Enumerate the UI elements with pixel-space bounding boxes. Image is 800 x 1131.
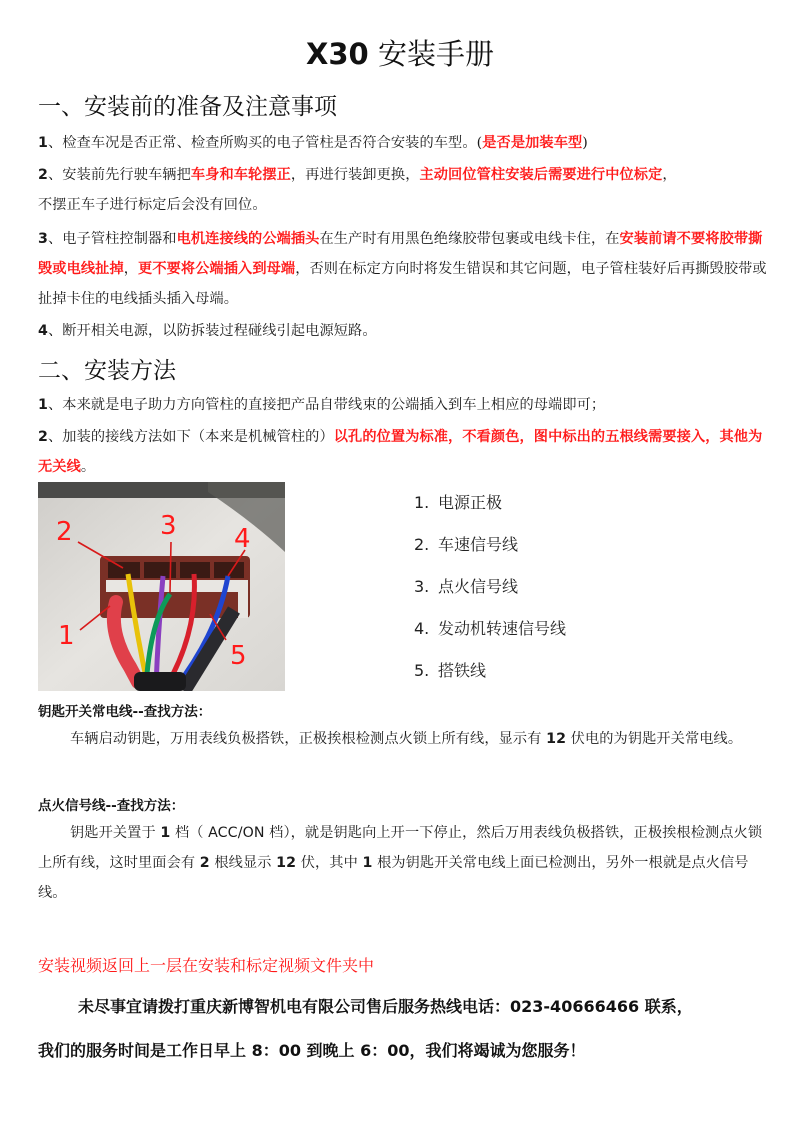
wire-legend <box>414 488 566 698</box>
s1-item-4: 4、断开相关电源，以防拆装过程碰线引起电源短路。 <box>38 323 377 339</box>
section2-heading: 二、安装方法 <box>38 358 176 384</box>
s2-item-2: 2、加装的接线方法如下（本来是机械管柱的）以孔的位置为标准，不看颜色，图中标出的五根线需要接入，其他为无关线。 <box>38 429 763 475</box>
legend-item: 5. 搭铁线 <box>414 661 487 680</box>
ignition-heading: 点火信号线--查找方法： <box>38 798 185 814</box>
callout-1: 1 <box>58 621 75 651</box>
video-note: 安装视频返回上一层在安装和标定视频文件夹中 <box>38 956 375 975</box>
callout-4: 4 <box>234 524 251 554</box>
connector-photo <box>38 482 285 691</box>
legend-item: 3. 点火信号线 <box>414 577 519 596</box>
s2-item-1: 1、本来就是电子助力方向管柱的直接把产品自带线束的公端插入到车上相应的母端即可； <box>38 397 606 413</box>
callout-2: 2 <box>56 517 73 547</box>
callout-3: 3 <box>160 511 177 541</box>
s1-item-2: 2、安装前先行驶车辆把车身和车轮摆正，再进行装卸更换，主动回位管柱安装后需要进行中位标定， 不摆正车子进行标定后会没有回位。 <box>38 167 677 213</box>
key-switch-body: 车辆启动钥匙，万用表线负极搭铁，正极挨根检测点火锁上所有线，显示有 12 伏电的为钥匙开关常电线。 <box>70 731 743 747</box>
ignition-body: 钥匙开关置于 1 档（ ACC/ON 档），就是钥匙向上开一下停止，然后万用表线负极搭铁，正极挨根检测点火锁上所有线，这时里面会有 2 根线显示 12 伏，其中 1 根为钥匙开关常电线上面已检测出，另外一根就是点火信号线。 <box>38 825 763 901</box>
title-text: 安装手册 <box>377 37 494 71</box>
legend-item: 2. 车速信号线 <box>414 535 519 554</box>
key-switch-heading: 钥匙开关常电线--查找方法： <box>38 704 212 720</box>
contact-line-1: 未尽事宜请拨打重庆新博智机电有限公司售后服务热线电话：023-40666466 联系， <box>78 997 693 1016</box>
s1-item-3: 3、电子管柱控制器和电机连接线的公端插头在生产时有用黑色绝缘胶带包裹或电线卡住，在安装前请不要将胶带撕毁或电线扯掉，更不要将公端插入到母端，否则在标定方向时将发生错误和其它问题，电子管柱装好后再撕毁胶带或扯掉卡住的电线插头插入母端。 <box>38 231 767 307</box>
s1-item-1-highlight: 是否是加装车型 <box>482 135 583 151</box>
callout-5: 5 <box>230 641 247 671</box>
section1-heading: 一、安装前的准备及注意事项 <box>38 94 337 120</box>
model-name: X30 <box>306 37 369 71</box>
legend-item: 4. 发动机转速信号线 <box>414 619 567 638</box>
legend-item: 1. 电源正极 <box>414 493 503 512</box>
page-title <box>0 32 800 73</box>
contact-line-2: 我们的服务时间是工作日早上 8：00 到晚上 6：00，我们将竭诚为您服务！ <box>38 1041 586 1060</box>
s1-item-1: 1、检查车况是否正常、检查所购买的电子管柱是否符合安装的车型。(是否是加装车型) <box>38 135 588 151</box>
hotline-number: 023-40666466 <box>510 997 640 1016</box>
